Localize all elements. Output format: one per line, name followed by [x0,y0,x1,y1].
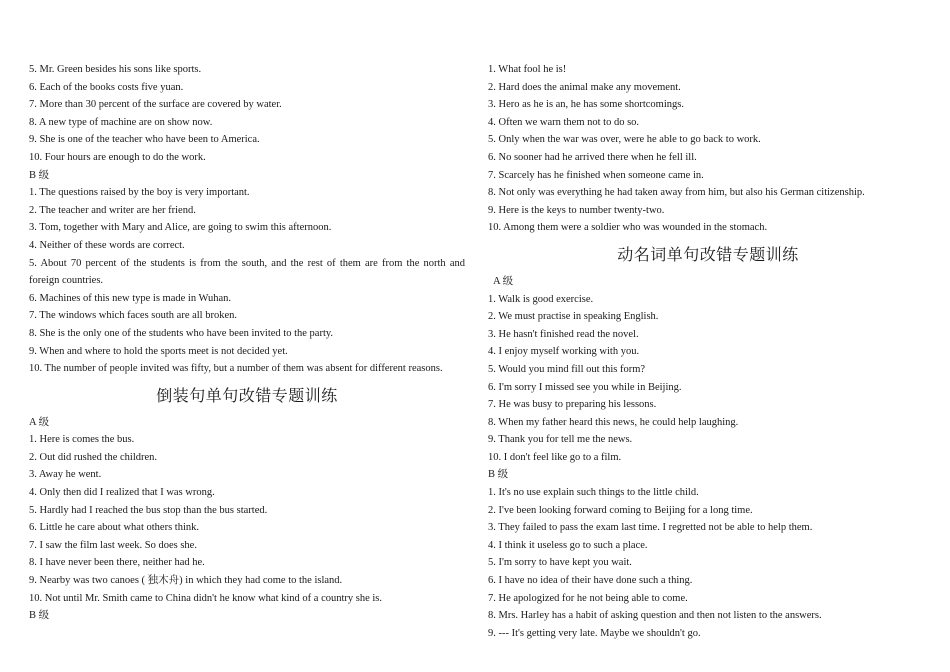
exercise-item-wrapped: 5. About 70 percent of the students is from the south, and the rest of them are from the north and foreign countries. [29,257,465,287]
exercise-item: 2. The teacher and writer are her friend. [29,204,196,216]
left-column [29,61,465,625]
exercise-item: 6. Machines of this new type is made in Wuhan. [29,292,232,304]
exercise-item: 4. Often we warn them not to do so. [488,116,640,128]
exercise-item: 4. I enjoy myself working with you. [488,346,640,358]
level-a-label: A 级 [493,275,514,287]
exercise-item: 4. I think it useless go to such a place. [488,539,648,551]
exercise-item: 2. I've been looking forward coming to Beijing for a long time. [488,504,753,516]
exercise-item: 6. No sooner had he arrived there when he fell ill. [488,151,697,163]
exercise-item: 7. I saw the film last week. So does she. [29,539,197,551]
level-b-label: B 级 [29,610,50,622]
exercise-item: 1. Here is comes the bus. [29,434,135,446]
exercise-item: 7. He was busy to preparing his lessons. [488,399,657,411]
left-block-2 [29,184,465,254]
exercise-item: 3. He hasn't finished read the novel. [488,328,639,340]
right-block-2 [488,291,928,467]
exercise-item: 6. Each of the books costs five yuan. [29,81,184,93]
exercise-item: 9. When and where to hold the sports meet is not decided yet. [29,345,288,357]
exercise-item: 3. Away he went. [29,469,102,481]
exercise-item: 3. Tom, together with Mary and Alice, are going to swim this afternoon. [29,222,332,234]
exercise-item: 3. They failed to pass the exam last time. I regretted not be able to help them. [488,522,813,534]
exercise-item: 10. I don't feel like go to a film. [488,451,622,463]
exercise-item: 8. I have never been there, neither had he. [29,557,205,569]
exercise-item: 1. The questions raised by the boy is very important. [29,187,250,199]
left-block-3 [29,290,465,360]
exercise-item: 1. What fool he is! [488,64,567,75]
exercise-item: 8. When my father heard this news, he could help laughing. [488,416,739,428]
left-block-4 [29,431,465,607]
exercise-item: 10. Not until Mr. Smith came to China didn't he know what kind of a country she is. [29,592,383,604]
exercise-item: 6. I have no idea of their have done such a thing. [488,575,693,587]
exercise-item: 3. Hero as he is an, he has some shortcomings. [488,99,684,111]
right-block-1 [488,61,928,237]
left-block-1 [29,61,465,167]
exercise-item: 6. I'm sorry I missed see you while in Beijing. [488,381,682,393]
section-heading-inversion: 倒装句单句改错专题训练 [156,387,338,405]
exercise-item: 7. The windows which faces south are all broken. [29,310,238,322]
exercise-item: 9. She is one of the teacher who have been to America. [29,134,260,146]
exercise-item: 9. Thank you for tell me the news. [488,434,633,446]
exercise-item: 2. Hard does the animal make any movement. [488,81,681,93]
exercise-item: 5. Hardly had I reached the bus stop than the bus started. [29,504,268,516]
exercise-item: 8. She is the only one of the students who have been invited to the party. [29,327,334,339]
exercise-item: 10. Four hours are enough to do the work. [29,151,206,163]
right-column [488,61,928,642]
exercise-item: 8. Not only was everything he had taken away from him, but also his German citizenship. [488,187,865,199]
exercise-item: 8. A new type of machine are on show now. [29,116,213,128]
exercise-item: 10. Among them were a soldier who was wounded in the stomach. [488,222,768,234]
exercise-item-wrapped: 10. The number of people invited was fifty, but a number of them was absent for different reasons. [29,363,443,375]
exercise-item: 2. Out did rushed the children. [29,451,158,463]
exercise-item: 4. Only then did I realized that I was wrong. [29,487,215,499]
exercise-item: 9. --- It's getting very late. Maybe we shouldn't go. [488,627,701,639]
exercise-item: 9. Here is the keys to number twenty-two. [488,204,665,216]
level-b-label: B 级 [488,469,509,481]
exercise-item: 1. It's no use explain such things to the little child. [488,487,699,499]
exercise-item: 5. Mr. Green besides his sons like sports. [29,64,202,75]
level-b-label: B 级 [29,169,50,181]
exercise-item: 5. Would you mind fill out this form? [488,363,646,375]
level-a-label: A 级 [29,416,50,428]
exercise-item: 5. I'm sorry to have kept you wait. [488,557,632,569]
exercise-item: 9. Nearby was two canoes ( 独木舟) in which they had come to the island. [29,575,343,587]
exercise-item: 6. Little he care about what others think. [29,522,199,534]
exercise-item: 8. Mrs. Harley has a habit of asking question and then not listen to the answers. [488,610,822,622]
exercise-item: 7. More than 30 percent of the surface are covered by water. [29,99,282,111]
exercise-item: 1. Walk is good exercise. [488,293,594,305]
exercise-item: 7. He apologized for he not being able to come. [488,592,688,604]
exercise-item: 2. We must practise in speaking English. [488,311,659,323]
exercise-item: 7. Scarcely has he finished when someone came in. [488,169,704,181]
exercise-item: 4. Neither of these words are correct. [29,239,185,251]
exercise-item: 5. Only when the war was over, were he able to go back to work. [488,134,761,146]
right-block-3 [488,484,928,642]
section-heading-gerund: 动名词单句改错专题训练 [617,246,799,264]
